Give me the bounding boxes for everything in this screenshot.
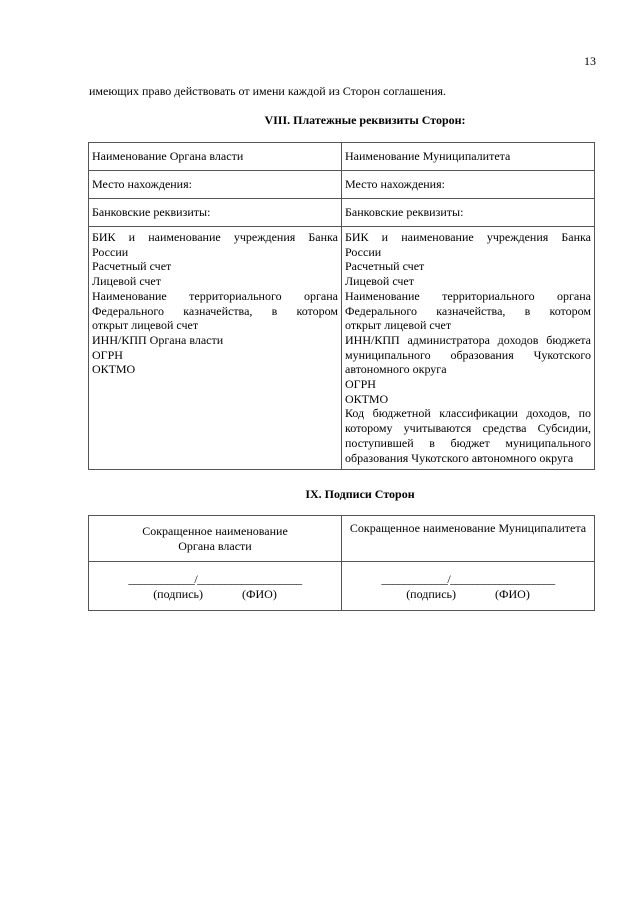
left-header-line-1: Сокращенное наименование <box>142 523 288 538</box>
table-row <box>89 562 595 611</box>
left-detail-line: ИНН/КПП Органа власти <box>92 332 224 347</box>
left-bank-cell: Банковские реквизиты: <box>89 199 342 227</box>
right-detail-line: Федерального казначейства, в котором <box>345 303 591 318</box>
right-detail-line: которому учитываются средства Субсидии, <box>345 421 591 436</box>
right-detail-line: ИНН/КПП администратора доходов бюджета <box>345 332 591 347</box>
right-signature-caption: (подпись) (ФИО) <box>406 586 530 601</box>
left-detail-line: БИК и наименование учреждения Банка <box>92 230 338 244</box>
right-detail-line: ОКТМО <box>345 391 389 406</box>
right-detail-line: Лицевой счет <box>345 274 415 289</box>
left-detail-line: открыт лицевой счет <box>92 318 199 333</box>
right-detail-line: ОГРН <box>345 377 376 392</box>
right-bank-cell: Банковские реквизиты: <box>342 199 595 227</box>
left-detail-line: Лицевой счет <box>92 274 162 289</box>
left-details-cell <box>89 227 342 470</box>
left-location-cell: Место нахождения: <box>89 171 342 199</box>
left-signature-cell <box>89 562 342 611</box>
right-name-cell: Наименование Муниципалитета <box>342 143 595 171</box>
table-row <box>89 143 595 171</box>
right-signature-header: Сокращенное наименование Муниципалитета <box>342 516 595 562</box>
right-detail-line: БИК и наименование учреждения Банка <box>345 230 591 244</box>
intro-line: имеющих право действовать от имени каждой из Сторон соглашения. <box>89 84 447 98</box>
right-signature-cell <box>342 562 595 611</box>
right-detail-line: Наименование территориального органа <box>345 288 591 303</box>
left-signature-header <box>89 516 342 562</box>
right-detail-line: Расчетный счет <box>345 259 425 274</box>
right-detail-line: муниципального образования Чукотского <box>345 347 591 362</box>
left-detail-line: ОГРН <box>92 347 123 362</box>
signatures-table <box>88 515 595 611</box>
page-number: 13 <box>584 54 596 68</box>
left-detail-line: Расчетный счет <box>92 259 172 274</box>
left-detail-line: Федерального казначейства, в котором <box>92 303 338 318</box>
right-detail-line: открыт лицевой счет <box>345 318 452 333</box>
right-detail-line: автономного округа <box>345 362 447 377</box>
right-detail-line: образования Чукотского автономного округа <box>345 450 574 465</box>
left-detail-line: ОКТМО <box>92 362 136 377</box>
right-detail-line: России <box>345 244 382 259</box>
section-9-title: IX. Подписи Сторон <box>305 487 415 501</box>
left-name-cell: Наименование Органа власти <box>89 143 342 171</box>
table-row <box>89 516 595 562</box>
right-details-cell <box>342 227 595 470</box>
left-detail-line: России <box>92 244 129 259</box>
table-row <box>89 171 595 199</box>
right-detail-line: поступившей в бюджет муниципального <box>345 435 591 450</box>
payment-details-table <box>88 142 595 470</box>
left-header-line-2: Органа власти <box>178 538 252 553</box>
right-signature-line: ____________/___________________ <box>381 572 555 586</box>
right-detail-line: Код бюджетной классификации доходов, по <box>345 406 591 421</box>
table-row <box>89 199 595 227</box>
left-detail-line: Наименование территориального органа <box>92 288 338 303</box>
section-8-title: VIII. Платежные реквизиты Сторон: <box>264 113 466 127</box>
table-row <box>89 227 595 470</box>
left-signature-line: ____________/___________________ <box>128 572 302 586</box>
left-signature-caption: (подпись) (ФИО) <box>153 586 277 601</box>
right-location-cell: Место нахождения: <box>342 171 595 199</box>
